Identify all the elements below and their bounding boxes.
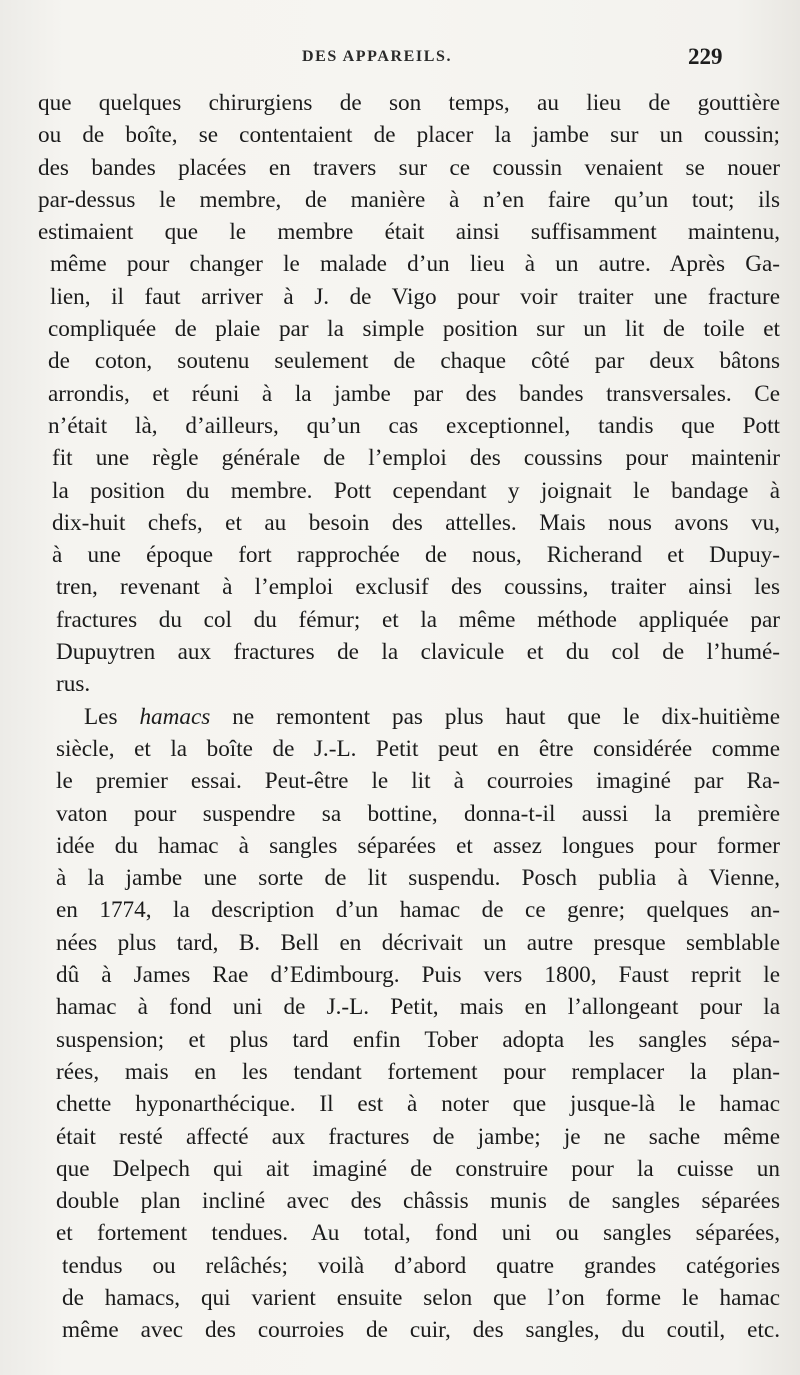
text-line: Dupuytren aux fractures de la clavicule et du col de l’humé- <box>56 639 780 666</box>
text-line: de coton, soutenu seulement de chaque côté par deux bâtons <box>48 348 780 375</box>
running-head: DES APPAREILS. <box>302 48 453 65</box>
text-fragment: ne remontent pas plus haut que le dix-huitième <box>210 703 780 730</box>
text-line: le premier essai. Peut-être le lit à courroies imaginé par Ra- <box>56 768 780 795</box>
text-line: siècle, et la boîte de J.-L. Petit peut en être considérée comme <box>56 735 780 762</box>
text-line: même pour changer le malade d’un lieu à un autre. Après Ga- <box>50 251 780 278</box>
text-fragment: Les <box>84 703 140 730</box>
italic-term: hamacs <box>139 703 211 730</box>
text-line: n’était là, d’ailleurs, qu’un cas exceptionnel, tandis que Pott <box>48 412 780 439</box>
text-line: lien, il faut arriver à J. de Vigo pour voir traiter une fracture <box>50 283 780 310</box>
text-line: tren, revenant à l’emploi exclusif des coussins, traiter ainsi les <box>56 574 780 601</box>
text-line: fit une règle générale de l’emploi des coussins pour maintenir <box>52 445 780 472</box>
page-number: 229 <box>688 44 723 69</box>
text-line: idée du hamac à sangles séparées et assez longues pour former <box>56 832 780 859</box>
page-header <box>0 44 800 78</box>
text-line: de hamacs, qui varient ensuite selon que l’on forme le hamac <box>62 1284 780 1311</box>
text-line: chette hyponarthécique. Il est à noter que jusque-là le hamac <box>56 1091 780 1118</box>
text-line: et fortement tendues. Au total, fond uni ou sangles séparées, <box>56 1220 780 1247</box>
text-line: vaton pour suspendre sa bottine, donna-t-il aussi la première <box>56 800 780 827</box>
text-line: était resté affecté aux fractures de jambe; je ne sache même <box>56 1123 780 1150</box>
text-line: dû à James Rae d’Edimbourg. Puis vers 1800, Faust reprit le <box>56 962 780 989</box>
text-line: arrondis, et réuni à la jambe par des bandes transversales. Ce <box>48 380 780 407</box>
paragraph-2 <box>38 701 780 1347</box>
text-line: à la jambe une sorte de lit suspendu. Posch publia à Vienne, <box>56 865 780 892</box>
text-line: en 1774, la description d’un hamac de ce genre; quelques an- <box>56 897 780 924</box>
text-line: à une époque fort rapprochée de nous, Richerand et Dupuy- <box>52 542 780 569</box>
text-line: estimaient que le membre était ainsi suffisamment maintenu, <box>38 219 780 246</box>
text-line: double plan incliné avec des châssis munis de sangles séparées <box>56 1188 780 1215</box>
text-line: que quelques chirurgiens de son temps, au lieu de gouttière <box>38 90 780 116</box>
text-line: tendus ou relâchés; voilà d’abord quatre grandes catégories <box>62 1252 780 1279</box>
text-line: compliquée de plaie par la simple position sur un lit de toile et <box>48 316 780 343</box>
text-line: rées, mais en les tendant fortement pour remplacer la plan- <box>56 1058 780 1085</box>
text-line: ou de boîte, se contentaient de placer la jambe sur un coussin; <box>38 122 780 149</box>
text-line: nées plus tard, B. Bell en décrivait un autre presque semblable <box>56 929 780 956</box>
text-line: par-dessus le membre, de manière à n’en faire qu’un tout; ils <box>38 186 780 213</box>
text-line: hamac à fond uni de J.-L. Petit, mais en l’allongeant pour la <box>56 994 780 1021</box>
text-line: que Delpech qui ait imaginé de construire pour la cuisse un <box>56 1155 780 1182</box>
text-line: rus. <box>56 671 91 698</box>
text-line: suspension; et plus tard enfin Tober adopta les sangles sépa- <box>56 1026 780 1053</box>
paragraph-1 <box>38 87 780 701</box>
text-line: dix-huit chefs, et au besoin des attelles. Mais nous avons vu, <box>52 509 780 536</box>
text-line: fractures du col du fémur; et la même méthode appliquée par <box>56 606 780 633</box>
text-line: la position du membre. Pott cependant y joignait le bandage à <box>52 477 780 504</box>
text-line <box>38 701 780 733</box>
text-line: des bandes placées en travers sur ce coussin venaient se nouer <box>38 154 780 181</box>
text-line: même avec des courroies de cuir, des sangles, du coutil, etc. <box>62 1317 780 1344</box>
body-text <box>38 87 780 1347</box>
